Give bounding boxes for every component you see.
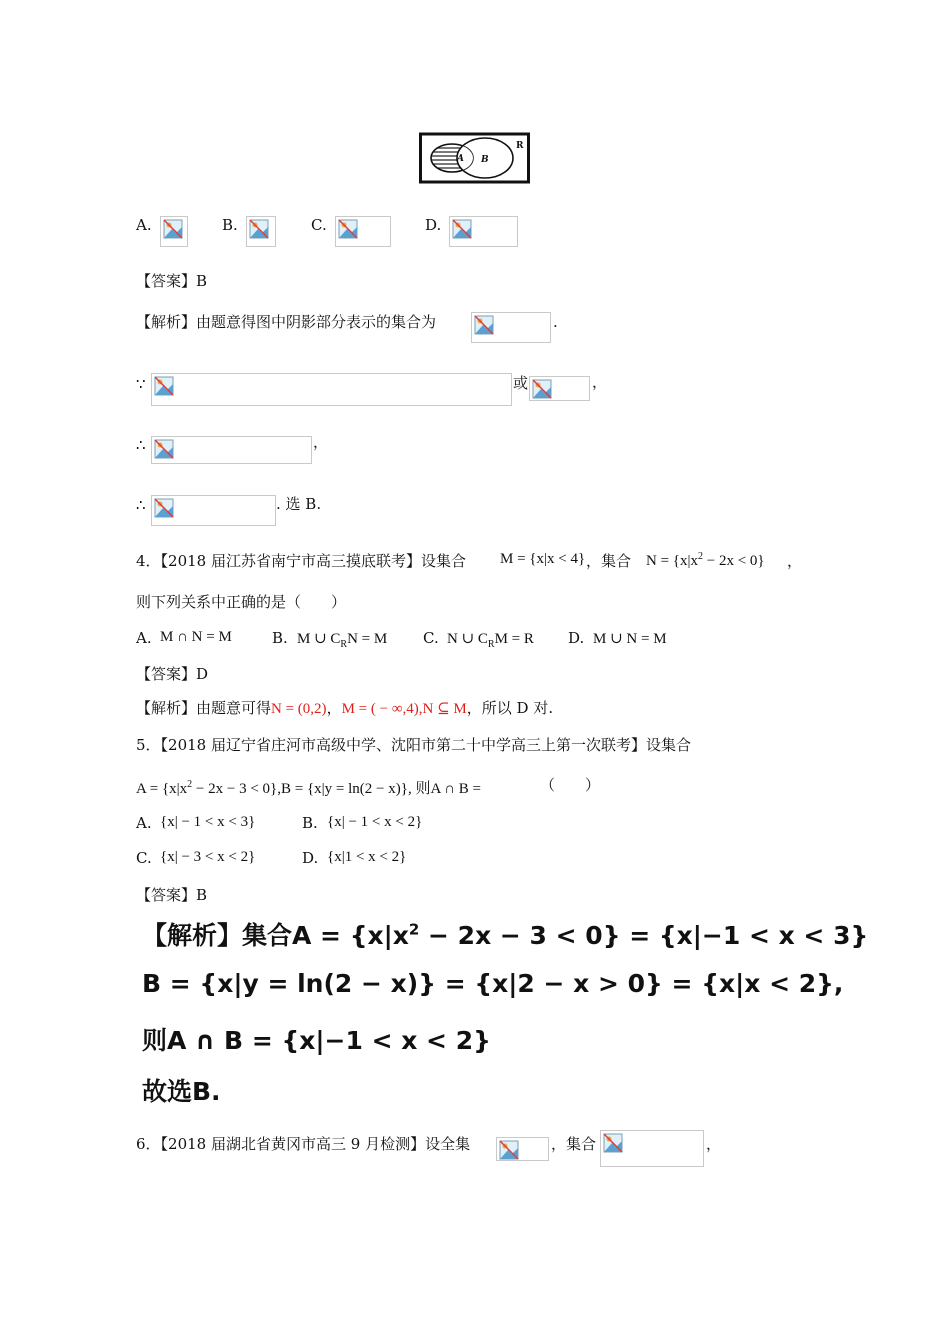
q4-option-c: N ∪ $C_RM = R$ xyxy=(447,631,534,650)
venn-label-r: R xyxy=(516,141,524,151)
q3-option-a-image xyxy=(160,216,188,247)
q4-explanation-n: N = (0,2) xyxy=(271,701,327,717)
q5-solution-line-4: 故选B. xyxy=(142,1077,221,1106)
q3-option-a-label: A. xyxy=(136,216,152,234)
q5-stem-paren: （ ） xyxy=(540,776,601,794)
q4-stem-end: ， xyxy=(787,552,803,570)
venn-label-a: A xyxy=(457,154,464,164)
q5-stem-sets: $A = \{x|x^2 - 2x - 3 < 0\},B = \{x|y = \ln(2 - x)\}$, 则A ∩ B = xyxy=(136,779,482,797)
q5-option-d-label: D. xyxy=(302,849,319,867)
q3-comma-1: ， xyxy=(592,373,608,391)
q4-set-n: $N = \{x|x^2 - 2x < 0\}$ xyxy=(646,551,765,569)
q4-option-d: M ∪ N = M xyxy=(593,631,667,647)
q5-option-b-label: B. xyxy=(302,814,318,832)
q3-answer: 【答案】B xyxy=(136,272,208,290)
q3-option-d-label: D. xyxy=(425,216,442,234)
q3-choose: . 选 B. xyxy=(276,495,322,513)
q3-explanation-image xyxy=(471,312,551,343)
q5-solution-line-1: 【解析】集合$A = \{x|x^2 - 2x - 3 < 0\} = \{x|-1 < x < 3\}$ xyxy=(142,920,869,950)
q5-option-d: {x|1 < x < 2} xyxy=(327,849,407,865)
q6-stem: 6．【2018 届湖北省黄冈市高三 9 月检测】设全集 xyxy=(136,1135,471,1153)
therefore-symbol-2: ∴ xyxy=(136,496,146,514)
q6-stem-mid: ，集合 xyxy=(551,1135,597,1153)
q4-option-b: M ∪ $C_RN = M$ xyxy=(297,631,388,650)
broken-image-icon xyxy=(338,219,358,239)
q5-option-a-label: A. xyxy=(136,814,152,832)
q5-answer: 【答案】B xyxy=(136,886,208,904)
q3-explanation: 【解析】由题意得图中阴影部分表示的集合为 xyxy=(136,313,437,331)
q3-comma-2: ， xyxy=(313,433,329,451)
broken-image-icon xyxy=(452,219,472,239)
therefore-symbol-1: ∴ xyxy=(136,436,146,454)
q4-option-c-label: C. xyxy=(423,629,439,647)
q3-therefore-image-2 xyxy=(151,495,276,526)
q5-solution-line-2: B = {x|y = ln(2 − x)} = {x|2 − x > 0} = {x|x < 2}, xyxy=(142,969,844,998)
q3-because-image xyxy=(151,373,512,406)
q5-stem: 5．【2018 届辽宁省庄河市高级中学、沈阳市第二十中学高三上第一次联考】设集合 xyxy=(136,736,691,754)
because-symbol: ∵ xyxy=(136,375,146,393)
q6-set-image xyxy=(600,1130,704,1167)
q3-option-c-image xyxy=(335,216,391,247)
q4-option-d-label: D. xyxy=(568,629,585,647)
q3-option-c-label: C. xyxy=(311,216,327,234)
q3-therefore-image-1 xyxy=(151,436,312,464)
q4-option-a: M ∩ N = M xyxy=(160,629,232,645)
q4-set-m: M = {x|x < 4} xyxy=(500,551,586,567)
broken-image-icon xyxy=(163,219,183,239)
q5-option-c: {x| − 3 < x < 2} xyxy=(160,849,256,865)
q4-stem-mid: ，集合 xyxy=(586,552,632,570)
q4-stem-line2: 则下列关系中正确的是（ ） xyxy=(136,593,347,611)
broken-image-icon xyxy=(474,315,494,335)
broken-image-icon xyxy=(249,219,269,239)
broken-image-icon xyxy=(532,379,552,399)
q5-solution-line-3: 则A ∩ B = {x|−1 < x < 2} xyxy=(142,1026,491,1055)
q4-answer: 【答案】D xyxy=(136,665,209,683)
q4-stem: 4．【2018 届江苏省南宁市高三摸底联考】设集合 xyxy=(136,552,466,570)
q4-explanation: 【解析】由题意可得N = (0,2)，M = ( − ∞,4),N ⊆ M，所以 D 对. xyxy=(136,699,554,717)
broken-image-icon xyxy=(603,1133,623,1153)
q3-option-b-image xyxy=(246,216,276,247)
broken-image-icon xyxy=(499,1140,519,1160)
q5-option-b: {x| − 1 < x < 2} xyxy=(327,814,423,830)
q5-option-c-label: C. xyxy=(136,849,152,867)
q6-stem-end: ， xyxy=(706,1135,722,1153)
q3-or-word: 或 xyxy=(513,374,529,392)
venn-diagram xyxy=(419,131,531,185)
broken-image-icon xyxy=(154,498,174,518)
q4-option-b-label: B. xyxy=(272,629,288,647)
q3-option-d-image xyxy=(449,216,518,247)
q3-explanation-end: . xyxy=(553,313,558,331)
venn-label-b: B xyxy=(481,155,489,165)
q4-explanation-m: M = ( − ∞,4),N ⊆ M xyxy=(341,701,467,717)
q3-or-image xyxy=(529,376,590,401)
q3-option-b-label: B. xyxy=(222,216,238,234)
q6-universal-set-image xyxy=(496,1137,549,1161)
broken-image-icon xyxy=(154,439,174,459)
broken-image-icon xyxy=(154,376,174,396)
q5-option-a: {x| − 1 < x < 3} xyxy=(160,814,256,830)
q4-option-a-label: A. xyxy=(136,629,152,647)
